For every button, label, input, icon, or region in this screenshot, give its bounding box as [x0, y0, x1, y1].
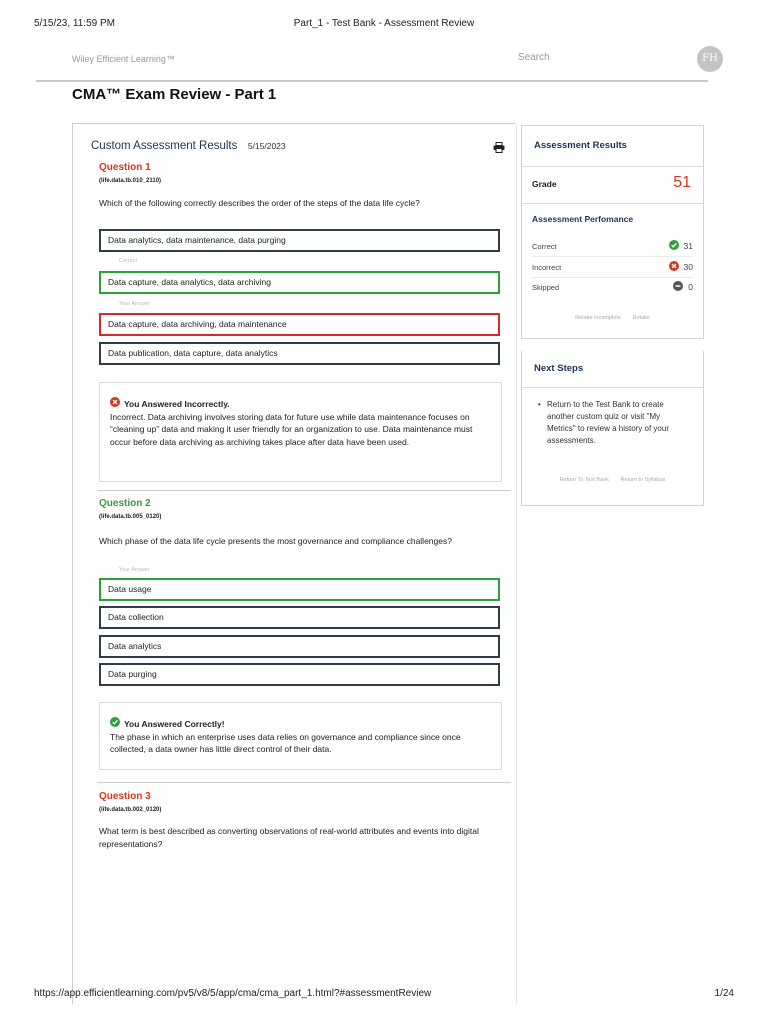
brand-logo-text[interactable]: Wiley Efficient Learning™ — [72, 54, 175, 64]
row-label: Correct — [532, 242, 557, 251]
question-title: Question 2 — [99, 498, 151, 509]
assessment-results-card — [521, 125, 704, 339]
grade-value: 51 — [673, 174, 691, 191]
performance-row-skipped — [532, 277, 693, 297]
retake-incomplete-link[interactable]: Retake Incomplete — [575, 315, 621, 321]
course-title: CMA™ Exam Review - Part 1 — [72, 86, 277, 103]
results-header — [91, 136, 511, 156]
performance-row-incorrect — [532, 257, 693, 278]
next-steps-description: Return to the Test Bank to create another custom quiz or visit "My Metrics" to review a history of your assessments. — [547, 400, 669, 445]
answer-option[interactable]: Data collection — [99, 606, 500, 629]
answer-option[interactable]: Data purging — [99, 663, 500, 686]
question-1 — [99, 162, 509, 210]
printer-icon[interactable] — [493, 140, 505, 158]
row-count: 30 — [683, 262, 693, 272]
next-steps-card — [521, 351, 704, 506]
performance-row-correct — [532, 236, 693, 257]
feedback-text: The phase in which an enterprise uses data relies on governance and compliance since once collected, a data owner has little direct control of their data. — [110, 731, 461, 754]
question-text: Which of the following correctly describes the order of the steps of the data life cycle? — [99, 198, 420, 208]
feedback-box-incorrect — [99, 382, 502, 482]
row-count: 0 — [688, 282, 693, 292]
print-url: https://app.efficientlearning.com/pv5/v8/5/app/cma/cma_part_1.html?#assessmentReview — [34, 988, 432, 999]
return-to-test-bank-link[interactable]: Return To Test Bank — [559, 477, 609, 483]
divider — [97, 490, 511, 491]
print-header — [34, 18, 734, 32]
search-input[interactable]: Search — [518, 52, 550, 63]
row-label: Incorrect — [532, 263, 562, 272]
top-navigation-bar — [36, 44, 718, 82]
bullet-icon: • — [538, 400, 541, 409]
question-title: Question 1 — [99, 162, 151, 173]
question-code: (life.data.tb.010_2110) — [99, 178, 162, 184]
next-steps-text — [538, 399, 690, 447]
row-label: Skipped — [532, 283, 560, 292]
your-answer-label: Your Answer — [119, 301, 150, 307]
feedback-heading: You Answered Correctly! — [124, 718, 225, 729]
question-2 — [99, 498, 509, 548]
your-answer-label: Your Answer — [119, 567, 150, 573]
feedback-box-correct — [99, 702, 502, 770]
question-title: Question 3 — [99, 791, 151, 802]
row-count: 31 — [683, 241, 693, 251]
check-circle-icon — [110, 717, 120, 731]
assessment-review-panel — [72, 123, 515, 1004]
performance-title: Assessment Perfomance — [532, 214, 634, 224]
answer-option-correct[interactable]: Data capture, data analytics, data archiving — [99, 271, 500, 294]
feedback-heading: You Answered Incorrectly. — [124, 398, 230, 409]
answer-option[interactable]: Data analytics — [99, 635, 500, 658]
x-circle-icon — [110, 397, 120, 411]
user-avatar[interactable]: FH — [697, 46, 723, 72]
question-code: (life.data.tb.002_0120) — [99, 807, 162, 813]
print-footer — [34, 988, 734, 1002]
print-page-title: Part_1 - Test Bank - Assessment Review — [293, 18, 475, 29]
divider — [97, 782, 511, 783]
retake-link[interactable]: Retake — [632, 315, 650, 321]
feedback-text: Incorrect. Data archiving involves storing data for future use while data maintenance focuses on “cleaning up” data and making it user friendly for an organization to use. Data maintenance must occur before data archiving as archiving takes place after data have been used. — [110, 411, 473, 447]
x-circle-icon — [669, 261, 679, 273]
retake-links — [522, 315, 703, 321]
question-text: Which phase of the data life cycle presents the most governance and compliance challenges? — [99, 536, 452, 546]
question-text: What term is best described as converting observations of real-world attributes and events into digital representations? — [99, 826, 479, 849]
answer-option-selected[interactable]: Data capture, data archiving, data maintenance — [99, 313, 500, 336]
grade-row — [522, 166, 703, 204]
next-steps-links — [522, 477, 703, 483]
check-circle-icon — [669, 240, 679, 252]
next-steps-title: Next Steps — [534, 363, 584, 374]
answer-option[interactable]: Data analytics, data maintenance, data purging — [99, 229, 500, 252]
question-3 — [99, 791, 509, 851]
assessment-results-title: Assessment Results — [534, 140, 627, 151]
results-date: 5/15/2023 — [247, 141, 286, 151]
grade-label: Grade — [532, 179, 557, 189]
answer-option[interactable]: Data publication, data capture, data analytics — [99, 342, 500, 365]
print-datetime: 5/15/23, 11:59 PM — [34, 18, 115, 29]
answer-option-selected[interactable]: Data usage — [99, 578, 500, 601]
question-code: (life.data.tb.005_0120) — [99, 514, 162, 520]
return-to-syllabus-link[interactable]: Return to Syllabus — [620, 477, 666, 483]
correct-answer-label: Correct — [119, 258, 138, 264]
results-heading: Custom Assessment Results — [91, 140, 238, 152]
print-page-number: 1/24 — [714, 988, 734, 999]
minus-circle-icon — [673, 281, 683, 293]
